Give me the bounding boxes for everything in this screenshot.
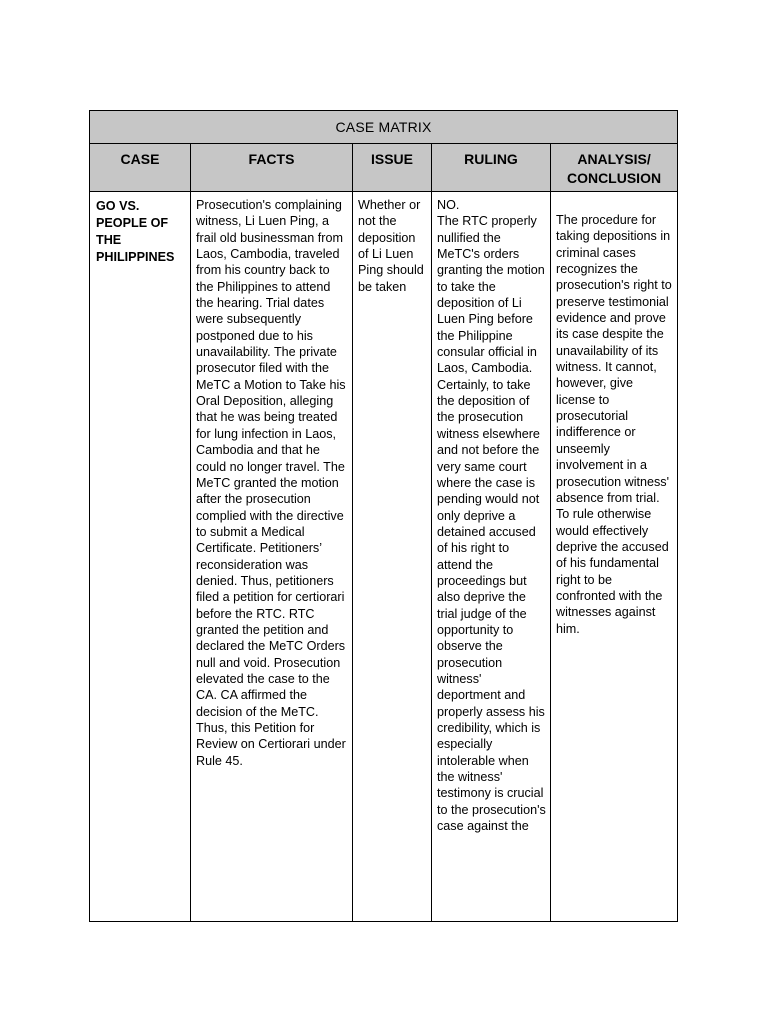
issue-cell: Whether or not the deposition of Li Luen Ping should be taken (353, 192, 432, 922)
header-analysis: ANALYSIS/ CONCLUSION (551, 144, 678, 192)
ruling-verdict: NO. (437, 198, 460, 212)
header-facts: FACTS (191, 144, 353, 192)
table-row (90, 192, 678, 922)
header-row (90, 144, 678, 192)
case-name-cell: GO VS. PEOPLE OF THE PHILIPPINES (90, 192, 191, 922)
header-ruling: RULING (432, 144, 551, 192)
table-title-cell (90, 111, 678, 144)
table-title: CASE MATRIX (335, 119, 432, 135)
ruling-text-container (437, 197, 547, 915)
header-case: CASE (90, 144, 191, 192)
ruling-cell (432, 192, 551, 922)
analysis-cell: The procedure for taking depositions in criminal cases recognizes the prosecution's right to preserve testimonial evidence and prove its case despite the unavailability of its witness. It cannot, however, give license to prosecutorial indifference or unseemly involvement in a prosecution witness' absence from trial. To rule otherwise would effectively deprive the accused of his fundamental right to be confronted with the witnesses against him. (551, 192, 678, 922)
title-row (90, 111, 678, 144)
ruling-text: The RTC properly nullified the MeTC's orders granting the motion to take the deposition of Li Luen Ping before the Philippine consular official in Laos, Cambodia. Certainly, to take the deposition of the prosecution witness elsewhere and not before the very same court where the case is pending would not only deprive a detained accused of his right to attend the proceedings but also deprive the trial judge of the opportunity to observe the prosecution witness' deportment and properly assess his credibility, which is especially intolerable when the witness' testimony is crucial to the prosecution's case against the (437, 214, 546, 834)
case-matrix-table (89, 110, 678, 922)
facts-cell: Prosecution's complaining witness, Li Luen Ping, a frail old businessman from Laos, Cambodia, traveled from his country back to the Philippines to attend the hearing. Trial dates were subsequently postponed due to his unavailability. The private prosecutor filed with the MeTC a Motion to Take his Oral Deposition, alleging that he was being treated for lung infection in Laos, Cambodia and that he could no longer travel. The MeTC granted the motion after the prosecution complied with the directive to submit a Medical Certificate. Petitioners’ reconsideration was denied. Thus, petitioners filed a petition for certiorari before the RTC. RTC granted the petition and declared the MeTC Orders null and void. Prosecution elevated the case to the CA. CA affirmed the decision of the MeTC. Thus, this Petition for Review on Certiorari under Rule 45. (191, 192, 353, 922)
header-issue: ISSUE (353, 144, 432, 192)
